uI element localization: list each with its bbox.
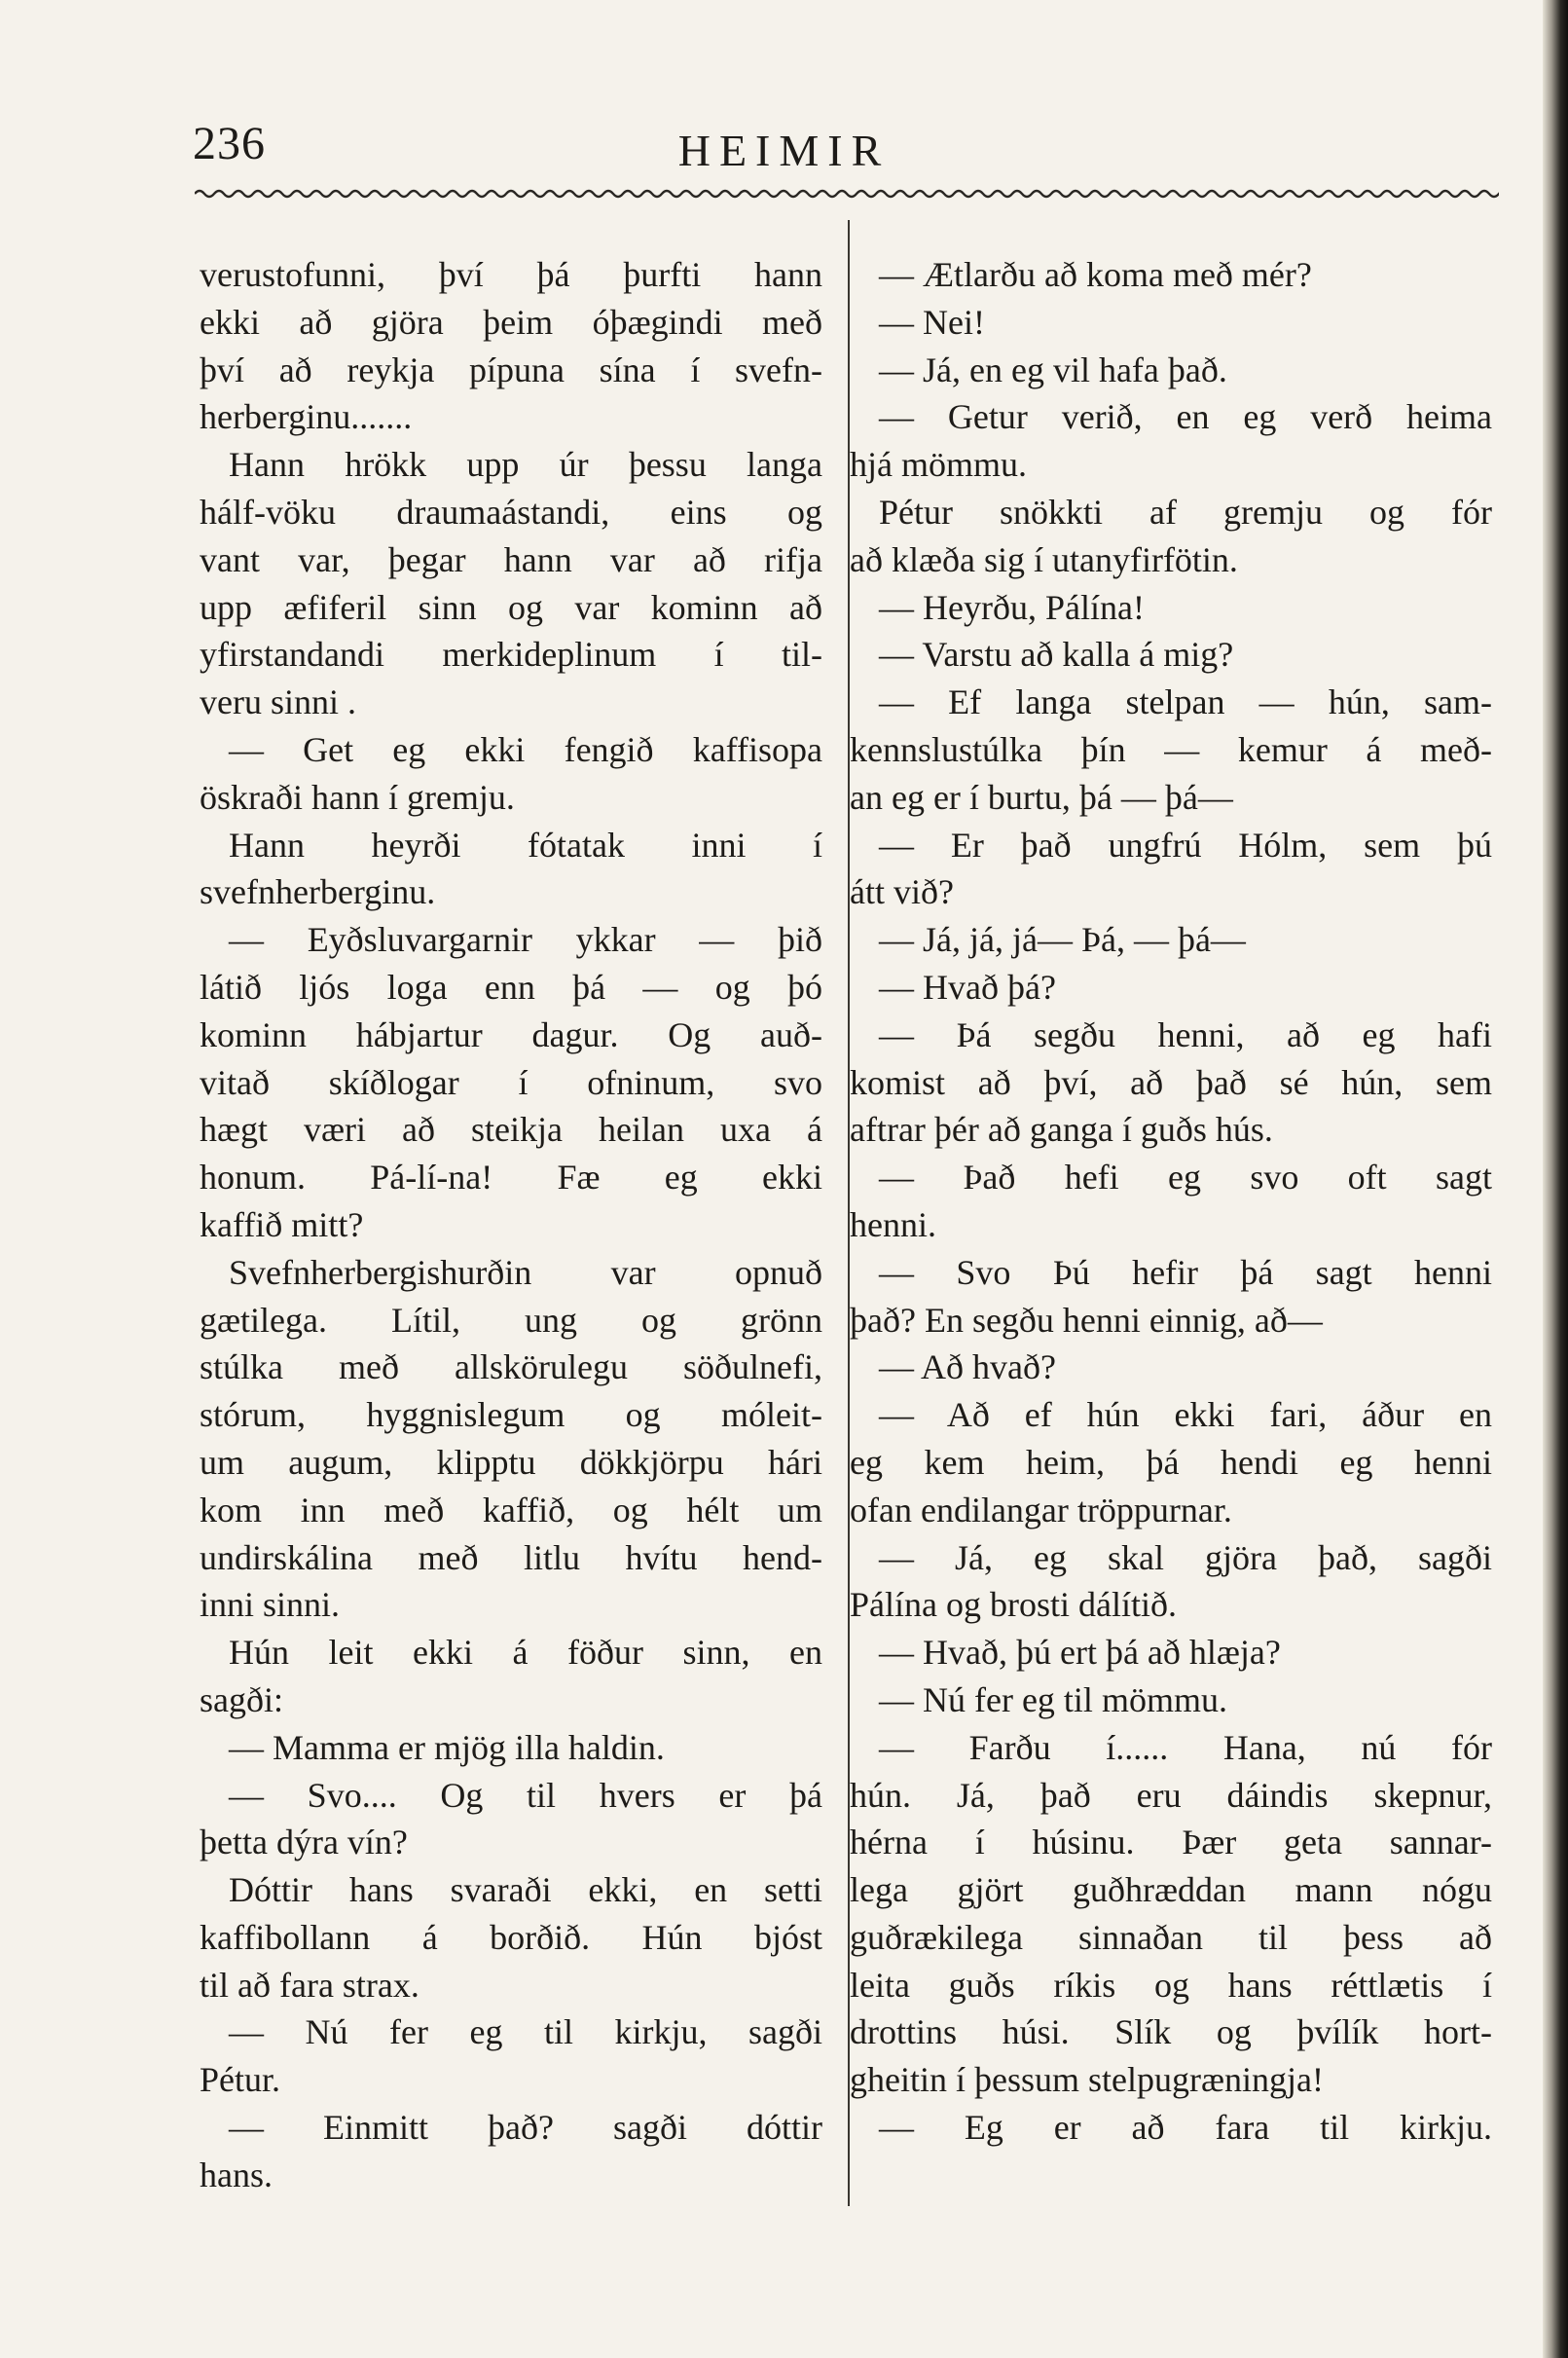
text-line: — Ætlarðu að koma með mér? [879, 255, 1312, 294]
text-line: gheitin í þessum stelpugræningja! [850, 2060, 1324, 2100]
text-line: kaffibollann á borðið. Hún bjóst [200, 1917, 822, 1957]
text-line: herberginu....... [200, 397, 413, 437]
text-line: — Nú fer eg til mömmu. [879, 1679, 1227, 1719]
text-line: því að reykja pípuna sína í svefn- [200, 350, 822, 389]
text-line: kominn hábjartur dagur. Og auð- [200, 1014, 822, 1054]
text-line: — Heyrðu, Pálína! [879, 587, 1145, 627]
text-line: — Já, eg skal gjöra það, sagði [879, 1537, 1492, 1577]
text-line: kaffið mitt? [200, 1204, 364, 1244]
text-line: hérna í húsinu. Þær geta sannar- [850, 1823, 1492, 1862]
text-line: — Það hefi eg svo oft sagt [879, 1158, 1492, 1197]
text-line: leita guðs ríkis og hans réttlætis í [850, 1965, 1492, 2005]
text-line: hægt væri að steikja heilan uxa á [200, 1110, 822, 1150]
text-line: komist að því, að það sé hún, sem [850, 1062, 1492, 1102]
text-line: yfirstandandi merkideplinum í til- [200, 635, 822, 675]
text-line: um augum, klipptu dökkjörpu hári [200, 1442, 822, 1482]
text-line: — Get eg ekki fengið kaffisopa [229, 729, 822, 769]
text-line: stórum, hyggnislegum og móleit- [200, 1395, 822, 1435]
text-line: — Varstu að kalla á mig? [879, 635, 1234, 675]
text-line: Pétur snökkti af gremju og fór [879, 492, 1492, 532]
text-line: — Svo Þú hefir þá sagt henni [879, 1252, 1492, 1292]
text-line: drottins húsi. Slík og þvílík hort- [850, 2012, 1492, 2052]
text-line: — Einmitt það? sagði dóttir [229, 2108, 822, 2148]
text-line: svefnherberginu. [200, 872, 436, 912]
text-line: veru sinni . [200, 682, 356, 722]
text-line: hálf-vöku draumaástandi, eins og [200, 492, 822, 532]
right-text-column [850, 251, 1492, 2152]
text-line: til að fara strax. [200, 1965, 419, 2005]
text-line: — Eyðsluvargarnir ykkar — þið [229, 920, 822, 960]
text-line: upp æfiferil sinn og var kominn að [200, 587, 822, 627]
left-text-column [200, 251, 822, 2199]
text-line: vitað skíðlogar í ofninum, svo [200, 1062, 822, 1102]
text-line: — Hvað þá? [879, 967, 1056, 1007]
text-line: henni. [850, 1204, 936, 1244]
text-line: honum. Pá-lí-na! Fæ eg ekki [200, 1158, 822, 1197]
text-line: — Já, en eg vil hafa það. [879, 350, 1227, 389]
text-line: — Farðu í...... Hana, nú fór [879, 1727, 1492, 1767]
text-line: stúlka með allskörulegu söðulnefi, [200, 1347, 822, 1387]
text-line: sagði: [200, 1679, 283, 1719]
text-line: Svefnherbergishurðin var opnuð [229, 1252, 822, 1292]
text-line: aftrar þér að ganga í guðs hús. [850, 1110, 1273, 1150]
text-line: gætilega. Lítil, ung og grönn [200, 1300, 822, 1340]
text-line: vant var, þegar hann var að rifja [200, 539, 822, 579]
page-binding-edge [1543, 0, 1568, 2358]
text-line: hans. [200, 2155, 273, 2194]
text-line: — Er það ungfrú Hólm, sem þú [879, 825, 1492, 865]
text-line: Dóttir hans svaraði ekki, en setti [229, 1870, 822, 1910]
text-line: hún. Já, það eru dáindis skepnur, [850, 1775, 1492, 1815]
text-line: — Ef langa stelpan — hún, sam- [879, 682, 1492, 722]
text-line: — Getur verið, en eg verð heima [879, 397, 1492, 437]
text-line: Hann hrökk upp úr þessu langa [229, 445, 822, 485]
text-line: Pálína og brosti dálítið. [850, 1585, 1177, 1625]
text-line: ofan endilangar tröppurnar. [850, 1490, 1232, 1529]
running-head: HEIMIR [677, 126, 891, 175]
text-line: átt við? [850, 872, 954, 912]
text-line: Pétur. [200, 2060, 281, 2100]
text-line: verustofunni, því þá þurfti hann [200, 255, 822, 294]
text-line: hjá mömmu. [850, 445, 1027, 485]
text-line: Hún leit ekki á föður sinn, en [229, 1633, 822, 1673]
text-line: þetta dýra vín? [200, 1823, 408, 1862]
text-line: öskraði hann í gremju. [200, 777, 515, 817]
text-line: an eg er í burtu, þá — þá— [850, 777, 1233, 817]
text-line: kom inn með kaffið, og hélt um [200, 1490, 822, 1529]
text-line: — Eg er að fara til kirkju. [879, 2108, 1492, 2148]
text-line: — Nei! [879, 302, 985, 342]
text-line: — Hvað, þú ert þá að hlæja? [879, 1633, 1281, 1673]
text-line: inni sinni. [200, 1585, 341, 1625]
text-line: látið ljós loga enn þá — og þó [200, 967, 822, 1007]
text-line: kennslustúlka þín — kemur á með- [850, 729, 1492, 769]
text-line: Hann heyrði fótatak inni í [229, 825, 822, 865]
text-line: — Svo.... Og til hvers er þá [229, 1775, 822, 1815]
header-wavy-rule [195, 187, 1499, 201]
text-line: — Já, já, já— Þá, — þá— [879, 920, 1246, 960]
text-line: — Að hvað? [879, 1347, 1056, 1387]
text-line: það? En segðu henni einnig, að— [850, 1300, 1323, 1340]
text-line: eg kem heim, þá hendi eg henni [850, 1442, 1492, 1482]
text-line: — Mamma er mjög illa haldin. [229, 1727, 665, 1767]
text-line: guðrækilega sinnaðan til þess að [850, 1917, 1492, 1957]
text-line: að klæða sig í utanyfirfötin. [850, 539, 1238, 579]
text-line: lega gjört guðhræddan mann nógu [850, 1870, 1492, 1910]
text-line: — Þá segðu henni, að eg hafi [879, 1014, 1492, 1054]
text-line: — Að ef hún ekki fari, áður en [879, 1395, 1492, 1435]
text-line: — Nú fer eg til kirkju, sagði [229, 2012, 822, 2052]
text-line: ekki að gjöra þeim óþægindi með [200, 302, 822, 342]
text-line: undirskálina með litlu hvítu hend- [200, 1537, 822, 1577]
page-number: 236 [193, 118, 266, 169]
